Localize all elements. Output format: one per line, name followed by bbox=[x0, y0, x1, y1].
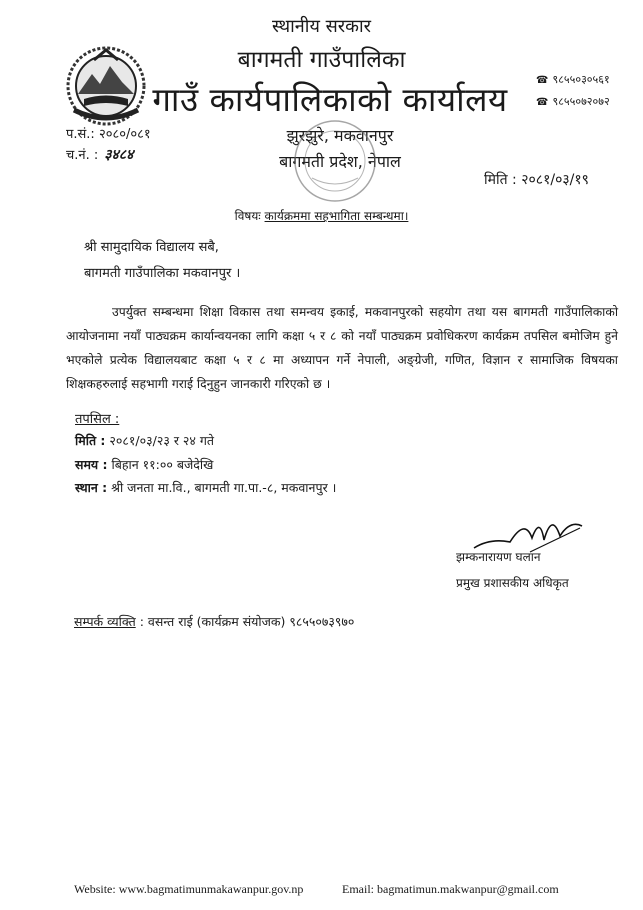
chalani-number: च.नं. : ३४८४ bbox=[66, 147, 134, 163]
phone-icon: ☎ bbox=[536, 97, 549, 108]
letter-body: उपर्युक्त सम्बन्धमा शिक्षा विकास तथा समन्वय इकाई, मकवानपुरको सहयोग तथा यस बागमती गाउँपालिकाको आयोजनामा नयाँ पाठ्यक्रम कार्यान्वयनका लागि कक्षा ५ र ८ को नयाँ पाठ्यक्रम प्रवोधिकरण कार्यक्रम तपसिल बमोजिम हुने भएकोले प्रत्येक विद्यालयबाट कक्षा ५ र ८ मा अध्यापन गर्ने नेपाली, अङ्ग्रेजी, गणित, विज्ञान र सामाजिक विषयका शिक्षकहरुलाई सहभागी गराई दिनुहुन जानकारी गरिएको छ । bbox=[66, 305, 618, 391]
office-title: गाउँ कार्यपालिकाको कार्यालय bbox=[152, 80, 508, 119]
phone-icon: ☎ bbox=[536, 75, 549, 86]
footer-email: Email: bagmatimun.makwanpur@gmail.com bbox=[342, 882, 559, 896]
recipient-line-1: श्री सामुदायिक विद्यालय सबै, bbox=[84, 240, 219, 255]
event-time: समय : बिहान ११:०० बजेदेखि bbox=[75, 457, 214, 472]
address-line-2: बागमती प्रदेश, नेपाल bbox=[279, 152, 401, 171]
subject-line: विषयः कार्यक्रममा सहभागिता सम्बन्धमा। bbox=[234, 209, 409, 223]
address-line-1: झुरझुरे, मकवानपुर bbox=[286, 126, 394, 145]
footer-website: Website: www.bagmatimunmakawanpur.gov.np bbox=[74, 882, 304, 896]
contact-person: सम्पर्क व्यक्ति : वसन्त राई (कार्यक्रम संयोजक) ९८५५०७३९७० bbox=[74, 614, 355, 629]
signatory-name: झम्कनारायण घलान bbox=[456, 550, 541, 564]
municipality-name: बागमती गाउँपालिका bbox=[237, 47, 406, 73]
details-heading: तपसिल : bbox=[75, 412, 120, 427]
government-level: स्थानीय सरकार bbox=[272, 16, 371, 37]
phone-number-2: ☎ ९८५५०७२०७२ bbox=[536, 95, 610, 108]
patra-sankhya: प.सं.: २०८०/०८१ bbox=[66, 127, 151, 142]
event-place: स्थान : श्री जनता मा.वि., बागमती गा.पा.-८, मकवानपुर । bbox=[75, 480, 337, 495]
recipient-line-2: बागमती गाउँपालिका मकवानपुर । bbox=[84, 266, 241, 281]
phone-number-1: ☎ ९८५५०३०५६१ bbox=[536, 73, 610, 86]
event-date: मिति : २०८१/०३/२३ र २४ गते bbox=[75, 433, 215, 448]
letter-date: मिति : २०८१/०३/१९ bbox=[484, 172, 589, 188]
signatory-title: प्रमुख प्रशासकीय अधिकृत bbox=[456, 576, 569, 590]
office-stamp-icon bbox=[292, 118, 378, 204]
